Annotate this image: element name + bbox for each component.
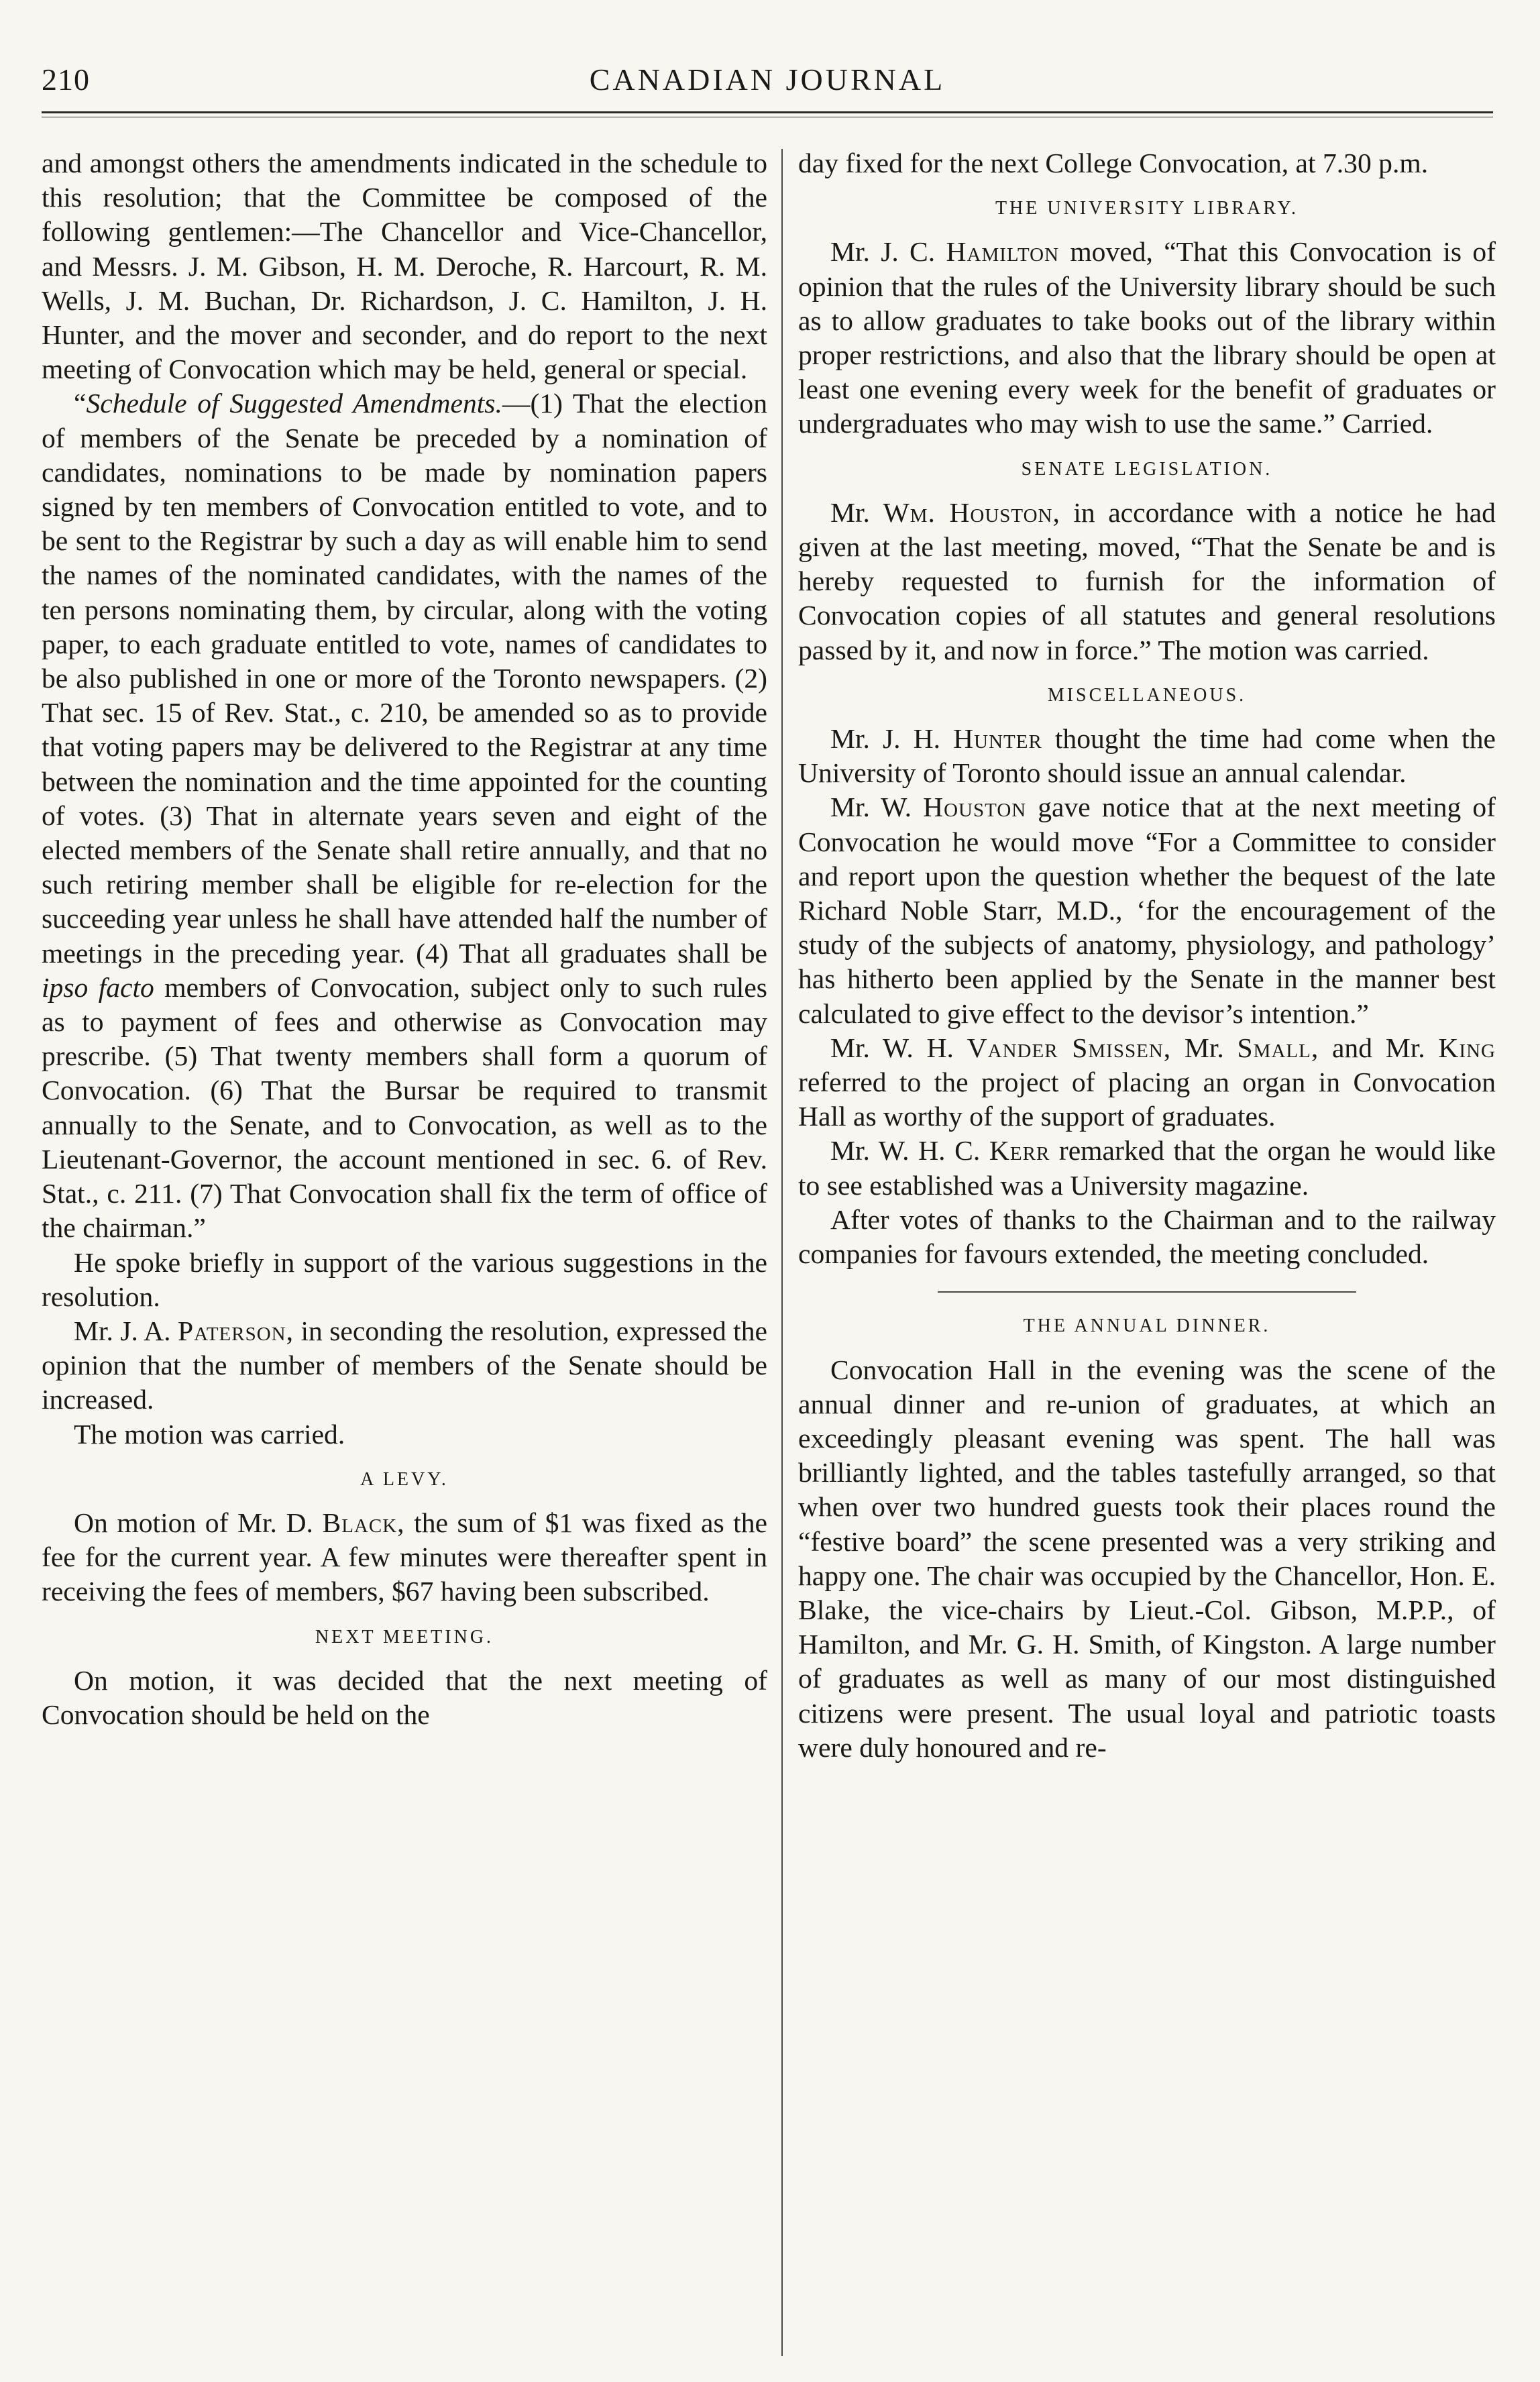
open-quote: “ xyxy=(74,388,87,419)
paragraph-next-meeting: On motion, it was decided that the next meeting of Convocation should be held on the xyxy=(42,1664,767,1730)
paterson-name: Paterson, xyxy=(177,1315,294,1346)
organ-text: referred to the project of placing an organ in Convocation Hall as worthy of the support of graduates. xyxy=(798,1067,1496,1132)
vander-smissen-name: Vander Smissen, xyxy=(967,1032,1172,1063)
black-name: Black, xyxy=(322,1507,405,1538)
houston-name: Wm. Houston, xyxy=(883,496,1060,528)
heading-next-meeting: NEXT MEETING. xyxy=(315,1626,494,1647)
hunter-name: Hunter xyxy=(953,723,1042,755)
journal-title: CANADIAN JOURNAL xyxy=(589,62,946,97)
organ-mid: Mr. xyxy=(1184,1032,1224,1063)
paragraph-kerr xyxy=(798,1134,1496,1202)
paragraph-paterson xyxy=(42,1314,767,1417)
paragraph-senate xyxy=(798,496,1496,667)
paragraph-carried: The motion was carried. xyxy=(74,1418,345,1450)
schedule-heading: Schedule of Suggested Amendments. xyxy=(86,388,502,419)
levy-text: the sum of $1 was fixed as the fee for the current year. A few minutes were thereafter spent in receiving the fees of members, $67 having been subscribed. xyxy=(42,1507,767,1607)
kerr-prefix: Mr. W. H. C. xyxy=(830,1135,981,1167)
houston-notice-text: gave notice that at the next meeting of Convocation he would move “For a Committee to consider and report upon the question whether the bequest of the late Richard Noble Starr, M.D., ‘for the encouragement of the study of the subjects of anatomy, physiology, and pathology’ has hitherto been applied by the Senate in the manner best calculated to give effect to the devisor’s intention.” xyxy=(798,792,1496,1029)
header-rule xyxy=(42,111,1493,117)
senate-text: in accordance with a notice he had given at the last meeting, moved, “That the Senate be and is hereby requested to furnish for the information of Convocation copies of all statutes and general resolutions passed by it, and now in force.” The motion was carried. xyxy=(798,496,1496,665)
schedule-text-2: members of Convocation, subject only to such rules as to payment of fees and otherwise as Convocation may prescribe. (5) That twenty members shall form a quorum of Convocation. (6) That the Bursar be required to transmit annually to the Senate, and to Convocation, as well as to the Lieutenant-Governor, the account mentioned in sec. 6. of Rev. Stat., c. 211. (7) That Convocation shall fix the term of office of the chairman.” xyxy=(42,971,767,1244)
paterson-prefix: Mr. J. A. xyxy=(74,1315,171,1346)
heading-miscellaneous: MISCELLANEOUS. xyxy=(1047,684,1247,706)
right-column xyxy=(798,146,1496,2360)
paragraph-college-convocation: day fixed for the next College Convocation, at 7.30 p.m. xyxy=(798,148,1429,178)
paragraph-support: He spoke briefly in support of the various suggestions in the resolution. xyxy=(42,1246,767,1312)
houston-notice-prefix: Mr. W. xyxy=(830,792,912,823)
left-column xyxy=(42,146,767,2360)
heading-university-library: THE UNIVERSITY LIBRARY. xyxy=(995,198,1299,219)
paragraph-organ xyxy=(798,1031,1496,1134)
heading-levy: A LEVY. xyxy=(360,1468,449,1490)
houston-prefix: Mr. xyxy=(830,496,870,528)
houston-notice-name: Houston xyxy=(923,792,1027,823)
paragraph-hunter xyxy=(798,722,1496,790)
hamilton-prefix: Mr. J. C. xyxy=(830,236,936,268)
small-name: Small, xyxy=(1237,1032,1319,1063)
paragraph-committee: and amongst others the amendments indicated in the schedule to this resolution; that the Committee be composed of the following gentlemen:—The Chancellor and Vice-Chancellor, and Messrs. J. M. Gibson, H. M. Deroche, R. Harcourt, R. M. Wells, J. M. Buchan, Dr. Richardson, J. C. Hamilton, J. H. Hunter, and the mover and seconder, and do report to the next meeting of Convocation which may be held, general or special. xyxy=(42,148,767,385)
organ-mid-2: and Mr. xyxy=(1331,1032,1425,1063)
paragraph-library xyxy=(798,235,1496,441)
column-divider xyxy=(781,149,783,2356)
paragraph-houston-notice xyxy=(798,790,1496,1030)
hamilton-name: Hamilton xyxy=(946,236,1060,268)
levy-prefix: On motion of Mr. D. xyxy=(74,1507,313,1538)
page-number: 210 xyxy=(42,62,90,97)
section-rule xyxy=(938,1291,1356,1293)
schedule-text: —(1) That the election of members of the Senate be preceded by a nomination of candidates, nominations to be made by nomination papers signed by ten members of Convocation entitled to vote, and to be sent to the Registrar by such a day as will enable him to send the names of the nominated candidates, with the names of the ten persons nominating them, by circular, along with the voting paper, to each graduate entitled to vote, names of candidates to be also published in one or more of the Toronto newspapers. (2) That sec. 15 of Rev. Stat., c. 210, be amended so as to provide that voting papers may be delivered to the Registrar at any time between the nomination and the time appointed for the counting of votes. (3) That in alternate years seven and eight of the elected members of the Senate shall retire annually, and that no such retiring member shall be eligible for re-election for the succeeding year unless he shall have attended half the number of meetings in the preceding year. (4) That all graduates shall be xyxy=(42,388,767,969)
schedule-latin: ipso facto xyxy=(42,971,154,1003)
running-head xyxy=(42,62,1493,102)
king-name: King xyxy=(1438,1032,1496,1063)
hunter-prefix: Mr. J. H. xyxy=(830,723,941,755)
organ-prefix: Mr. W. H. xyxy=(830,1032,954,1063)
paragraph-levy xyxy=(42,1506,767,1609)
paragraph-votes-of-thanks: After votes of thanks to the Chairman and to the railway companies for favours extended, the meeting concluded. xyxy=(798,1203,1496,1270)
hunter-text: thought the time had come when the University of Toronto should issue an annual calendar. xyxy=(798,723,1496,789)
heading-annual-dinner: THE ANNUAL DINNER. xyxy=(1023,1315,1271,1337)
library-text: moved, “That this Convocation is of opinion that the rules of the University library should be such as to allow graduates to take books out of the library within proper restrictions, and also that the library should be open at least one evening every week for the benefit of graduates or undergraduates who may wish to use the same.” Carried. xyxy=(798,236,1496,439)
paragraph-schedule xyxy=(42,386,767,1245)
heading-senate-legislation: SENATE LEGISLATION. xyxy=(1021,458,1273,480)
kerr-text: remarked that the organ he would like to see established was a University magazine. xyxy=(798,1135,1496,1201)
kerr-name: Kerr xyxy=(989,1135,1050,1167)
paterson-text: in seconding the resolution, expressed the opinion that the number of members of the Senate should be increased. xyxy=(42,1315,767,1415)
paragraph-dinner: Convocation Hall in the evening was the scene of the annual dinner and re-union of graduates, at which an exceedingly pleasant evening was spent. The hall was brilliantly lighted, and the tables tastefully arranged, so that when over two hundred guests took their places round the “festive board” the scene presented was a very striking and happy one. The chair was occupied by the Chancellor, Hon. E. Blake, the vice-chairs by Lieut.-Col. Gibson, M.P.P., of Hamilton, and Mr. G. H. Smith, of Kingston. A large number of graduates as well as many of our most distinguished citizens were present. The usual loyal and patriotic toasts were duly honoured and re- xyxy=(798,1354,1496,1763)
